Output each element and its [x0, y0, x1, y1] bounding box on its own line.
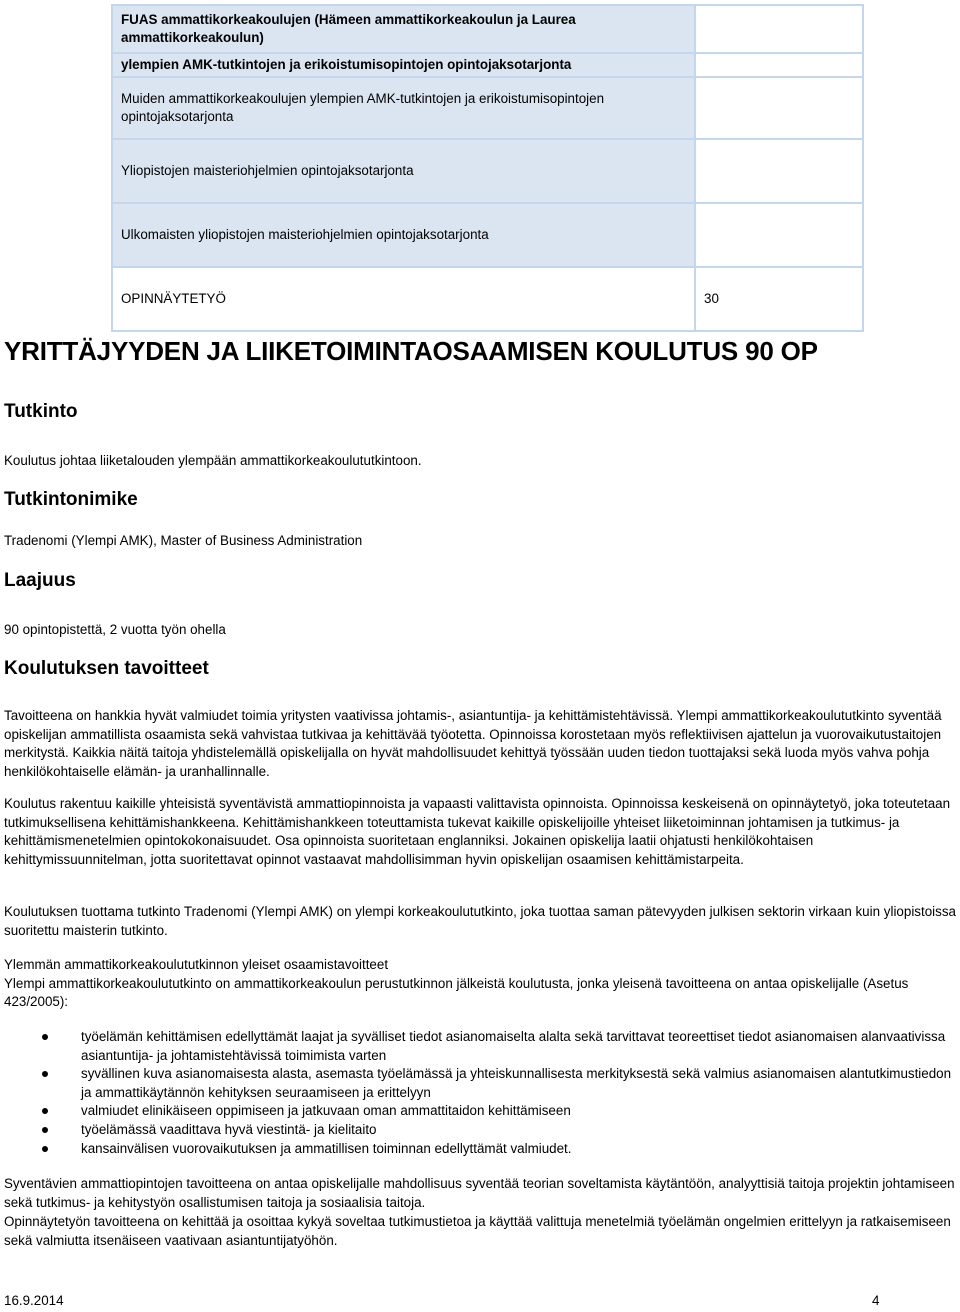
table-cell-label: OPINNÄYTETYÖ — [112, 267, 695, 331]
table-row — [112, 77, 863, 139]
table-cell-label: ylempien AMK-tutkintojen ja erikoistumisopintojen opintojaksotarjonta — [112, 53, 695, 77]
tutkinto-text: Koulutus johtaa liiketalouden ylempään ammattikorkeakoulututkintoon. — [4, 453, 422, 468]
osaamistavoitteet-text: Ylempi ammattikorkeakoulututkinto on ammattikorkeakoulun perustutkinnon jälkeistä koulutusta, jonka yleisenä tavoitteena on antaa opiskelijalle (Asetus 423/2005): — [4, 975, 909, 1010]
bullet-icon — [42, 1071, 48, 1077]
table-cell-value — [695, 5, 863, 53]
list-item-text: työelämän kehittämisen edellyttämät laajat ja syvälliset tiedot asianomaiselta alalta sekä tarvittavat teoreettiset tiedot asianomaisen alanvaativissa asiantuntija- ja johtamistehtävissä toimimista varten — [81, 1029, 946, 1063]
bullet-list — [4, 1028, 956, 1158]
list-item — [4, 1028, 956, 1065]
bullet-icon — [42, 1127, 48, 1133]
table-cell-value — [695, 139, 863, 203]
page-title: YRITTÄJYYDEN JA LIIKETOIMINTAOSAAMISEN KOULUTUS 90 OP — [4, 336, 818, 366]
table-cell-value — [695, 77, 863, 139]
list-item — [4, 1065, 956, 1102]
page-number: 4 — [872, 1293, 880, 1308]
table-cell-label: Yliopistojen maisteriohjelmien opintojaksotarjonta — [112, 139, 695, 203]
tavoitteet-paragraph-3: Koulutuksen tuottama tutkinto Tradenomi (Ylempi AMK) on ylempi korkeakoulututkinto, joka tuottaa saman pätevyyden julkisen sektorin virkaan kuin yliopistoissa suoritettu maisterin tutkinto. — [4, 904, 956, 938]
list-item-text: valmiudet elinikäiseen oppimiseen ja jatkuvaan oman ammattitaidon kehittämiseen — [81, 1103, 571, 1119]
footer-date: 16.9.2014 — [4, 1293, 64, 1308]
section-heading-tutkinto: Tutkinto — [4, 401, 78, 422]
tavoitteet-paragraph-1: Tavoitteena on hankkia hyvät valmiudet toimia yritysten vaativissa johtamis-, asiantuntija- ja kehittämistehtävissä. Ylempi ammattikorkeakoulututkinto syventää opiskelijan ammatillista osaamista sekä vahvistaa tutkivaa ja kehittävää työotetta. Opinnoissa korostetaan myös reflektiivisen ajattelun ja vuorovaikutustaitojen merkitystä. Kaikkia näitä taitoja yhdistelemällä opiskelijalla on hyvät mahdollisuudet kehittyä työssään uuden tiedon tuottajaksi sekä luoda myös vahva pohja henkilökohtaiselle elämän- ja uranhallinnalle. — [4, 708, 942, 779]
bullet-icon — [42, 1146, 48, 1152]
table-row — [112, 203, 863, 267]
list-item-text: kansainvälisen vuorovaikutuksen ja ammatillisen toiminnan edellyttämät valmiudet. — [81, 1140, 572, 1156]
bullet-icon — [42, 1034, 48, 1040]
table-row — [112, 53, 863, 77]
tavoitteet-paragraph-2: Koulutus rakentuu kaikille yhteisistä syventävistä ammattiopinnoista ja vapaasti valittavista opinnoista. Opinnoissa keskeisenä on opinnäytetyö, joka toteutetaan tutkimuksellisena kehittämishankkeena. Kehittämishankkeen toteuttamista tukevat kaikille opiskelijoille yhteiset liiketoiminnan johtamisen ja tutkimus- ja kehittämismenetelmien opintokokonaisuudet. Osa opinnoista suoritetaan englanniksi. Jokainen opiskelija laatii ohjatusti henkilökohtaisen kehittymissuunnitelman, jotta suoritettavat opinnot vastaavat mahdollisimman hyvin opiskelijan osaamisen kehittämistarpeita. — [4, 796, 951, 867]
section-heading-laajuus: Laajuus — [4, 570, 76, 591]
osaamistavoitteet-title: Ylemmän ammattikorkeakoulututkinnon yleiset osaamistavoitteet — [4, 957, 389, 972]
table-cell-value — [695, 53, 863, 77]
tutkintonimike-text: Tradenomi (Ylempi AMK), Master of Business Administration — [4, 533, 363, 548]
table-row — [112, 5, 863, 53]
list-item — [4, 1102, 956, 1121]
list-item-text: työelämässä vaadittava hyvä viestintä- ja kielitaito — [81, 1121, 377, 1137]
course-offering-table — [111, 4, 864, 332]
laajuus-text: 90 opintopistettä, 2 vuotta työn ohella — [4, 622, 226, 637]
osaamistavoitteet-block — [4, 956, 956, 1012]
table-cell-value: 30 — [695, 267, 863, 331]
tavoitteet-paragraph-5: Syventävien ammattiopintojen tavoitteena on antaa opiskelijalle mahdollisuus syventää teorian soveltamista käytäntöön, analyyttisiä taitoja projektin johtamiseen sekä tutkimus- ja kehitystyön osallistumisen taitoja ja sosiaalisia taitoja. — [4, 1176, 955, 1210]
bullet-icon — [42, 1108, 48, 1114]
table-row — [112, 139, 863, 203]
list-item — [4, 1121, 956, 1140]
section-heading-tavoitteet: Koulutuksen tavoitteet — [4, 658, 209, 679]
list-item-text: syvällinen kuva asianomaisesta alasta, asemasta työelämässä ja yhteiskunnallisesta merkityksestä sekä valmius asianomaisen alantutkimustiedon ja ammattikäytännön kehityksen seuraamiseen ja erittelyyn — [81, 1066, 952, 1100]
list-item — [4, 1140, 956, 1159]
table-cell-label: Ulkomaisten yliopistojen maisteriohjelmien opintojaksotarjonta — [112, 203, 695, 267]
table-cell-value — [695, 203, 863, 267]
table-cell-label: FUAS ammattikorkeakoulujen (Hämeen ammattikorkeakoulun ja Laurea ammattikorkeakoulun) — [112, 5, 695, 53]
section-heading-tutkintonimike: Tutkintonimike — [4, 489, 138, 510]
table-cell-label: Muiden ammattikorkeakoulujen ylempien AMK-tutkintojen ja erikoistumisopintojen opintojaksotarjonta — [112, 77, 695, 139]
tavoitteet-paragraph-6: Opinnäytetyön tavoitteena on kehittää ja osoittaa kykyä soveltaa tutkimustietoa ja käyttää valittuja menetelmiä työelämän ongelmien erittelyyn ja ratkaisemiseen sekä valmiutta itsenäiseen vaativaan asiantuntijatyöhön. — [4, 1214, 951, 1248]
table-row — [112, 267, 863, 331]
